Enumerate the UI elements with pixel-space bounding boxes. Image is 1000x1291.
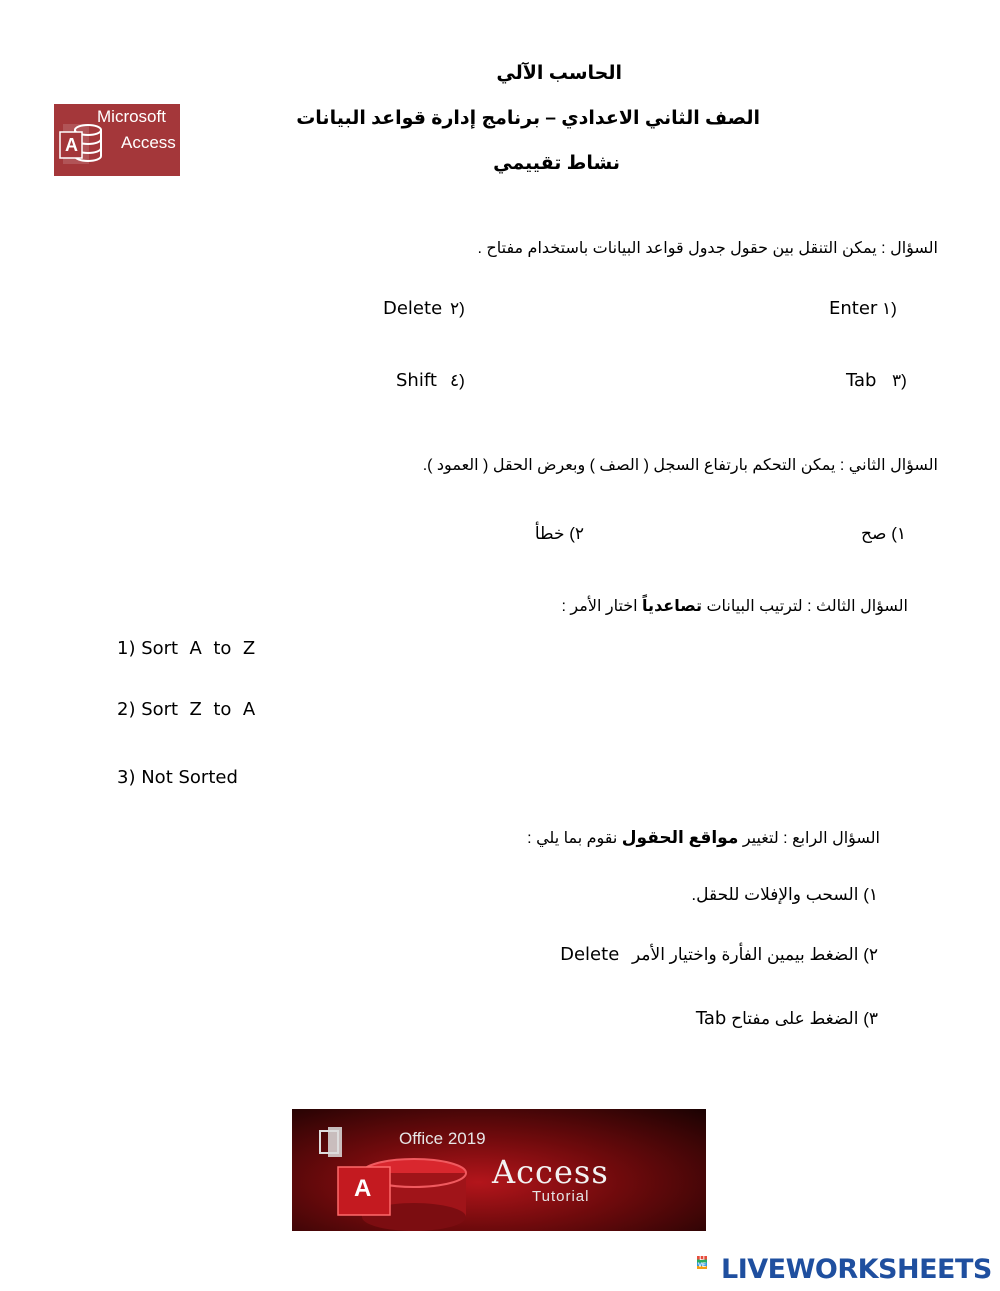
q4-option-3[interactable] <box>696 1008 878 1029</box>
question-1: السؤال : يمكن التنقل بين حقول جدول قواعد البيانات باستخدام مفتاح . <box>477 240 938 257</box>
q3-text-emphasis: تصاعدياً <box>642 598 703 615</box>
q4-option-2-command: Delete <box>560 944 620 965</box>
subject-title: الحاسب الآلي <box>496 63 622 84</box>
q2-option-1[interactable] <box>861 524 906 544</box>
liveworksheets-logo <box>697 1252 992 1286</box>
question-2: السؤال الثاني : يمكن التحكم بارتفاع السجل ( الصف ) وبعرض الحقل ( العمود ). <box>422 457 938 474</box>
q2-option-1-number: ١) <box>891 524 906 543</box>
q3-option-2-label: Sort Z to A <box>141 699 256 720</box>
q4-text-end: نقوم بما يلي : <box>527 830 622 847</box>
q2-option-2-label: خطأ <box>534 524 565 543</box>
q3-text-start: السؤال الثالث : لترتيب البيانات <box>702 598 908 615</box>
badge-text: LIVE <box>698 1256 707 1269</box>
worksheet-heading: الصف الثاني الاعدادي – برنامج إدارة قواعد البيانات <box>296 108 760 129</box>
logo-microsoft-label: Microsoft <box>97 107 166 126</box>
q3-option-1-label: Sort A to Z <box>141 638 256 659</box>
q4-option-2-number: ٢) <box>863 945 878 964</box>
q4-option-3-number: ٣) <box>863 1009 878 1028</box>
q3-option-3-label: Not Sorted <box>141 767 238 788</box>
q3-option-1[interactable] <box>117 638 255 659</box>
q4-text-start: السؤال الرابع : لتغيير <box>738 830 880 847</box>
q3-option-2-number: 2) <box>117 699 136 720</box>
q4-option-1-label: السحب والإفلات للحقل. <box>691 885 859 904</box>
q1-option-4-number: ٤) <box>450 371 465 390</box>
q1-option-4-label[interactable]: Shift <box>396 370 437 391</box>
logo-access-label: Access <box>121 133 176 152</box>
banner-access-letter: A <box>354 1175 372 1202</box>
q3-text-end: اختار الأمر : <box>561 598 643 615</box>
activity-title: نشاط تقييمي <box>493 153 620 174</box>
q1-option-3-number: ٣) <box>892 371 907 390</box>
banner-tutorial-label: Tutorial <box>532 1188 590 1205</box>
q1-option-2-label[interactable]: Delete <box>383 298 443 319</box>
logo-letter: A <box>65 135 78 155</box>
question-4 <box>527 828 880 848</box>
q4-option-3-key: Tab <box>695 1008 727 1029</box>
access-tutorial-banner <box>292 1109 706 1231</box>
q1-option-2-number: ٢) <box>450 299 465 318</box>
q4-option-1-number: ١) <box>863 885 878 904</box>
q4-option-2[interactable] <box>560 944 878 965</box>
q3-option-2[interactable] <box>117 699 255 720</box>
banner-access-title: Access <box>492 1153 609 1191</box>
q1-option-3-label[interactable]: Tab <box>846 370 877 391</box>
q3-option-3-number: 3) <box>117 767 136 788</box>
q4-option-3-label: الضغط على مفتاح <box>731 1009 859 1028</box>
q2-option-2-number: ٢) <box>569 524 584 543</box>
q1-option-1-label[interactable]: Enter <box>829 298 878 319</box>
q4-text-emphasis: مواقع الحقول <box>621 828 739 847</box>
q3-option-1-number: 1) <box>117 638 136 659</box>
liveworksheets-badge-icon <box>697 1256 719 1282</box>
office-icon <box>320 1127 342 1157</box>
q1-option-1-number: ١) <box>882 299 897 318</box>
question-3 <box>562 596 908 616</box>
q4-option-2-label: الضغط بيمين الفأرة واختيار الأمر <box>632 945 859 964</box>
liveworksheets-wordmark: LIVEWORKSHEETS <box>721 1253 992 1285</box>
q3-option-3[interactable] <box>117 767 238 788</box>
microsoft-access-logo <box>54 104 180 176</box>
q4-option-1[interactable] <box>691 885 878 905</box>
q2-option-2[interactable] <box>535 524 584 544</box>
banner-office-label: Office 2019 <box>399 1129 486 1148</box>
q2-option-1-label: صح <box>861 524 887 543</box>
